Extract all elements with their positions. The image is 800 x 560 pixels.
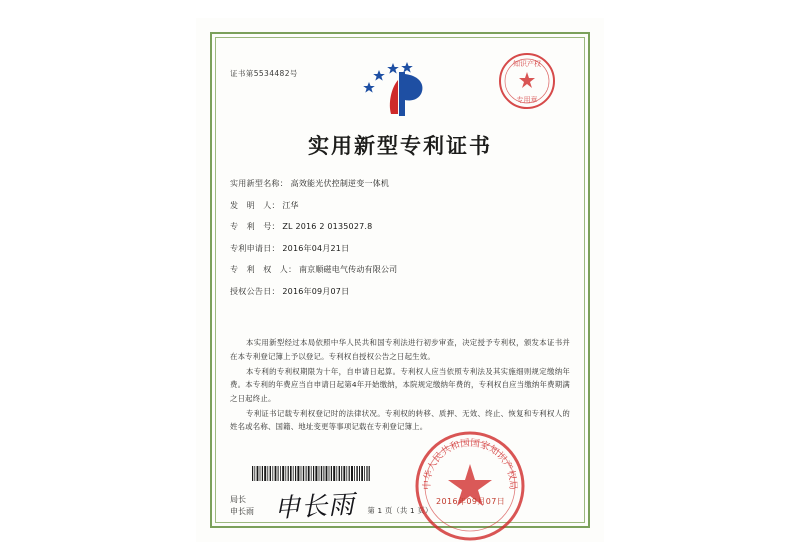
handwritten-signature: 申长雨 [273,489,356,525]
body-paragraph: 本实用新型经过本局依照中华人民共和国专利法进行初步审查，决定授予专利权，颁发本证书并在本专利登记簿上予以登记。专利权自授权公告之日起生效。 [230,338,570,361]
field-row [230,243,570,254]
page-footer: 第 1 页（共 1 页） [367,506,433,515]
field-label: 授权公告日： [230,286,280,296]
svg-text:专用章: 专用章 [516,96,538,104]
certificate-fields [230,178,570,307]
field-value: 2016年09月07日 [282,286,350,296]
field-value: ZL 2016 2 0135027.8 [282,222,373,231]
patent-certificate-document [196,18,604,542]
field-value: 2016年04月21日 [282,243,350,253]
certificate-body-text [230,336,570,435]
field-row [230,178,570,189]
seal-date-text: 2016年09月07日 [436,497,506,506]
signature-name-label: 申长雨 [230,506,254,516]
svg-text:中华人民共和国国家知识产权局: 中华人民共和国国家知识产权局 [421,437,519,490]
barcode-icon [252,466,370,481]
body-paragraph: 本专利的专利权期限为十年，自申请日起算。专利权人应当依照专利法及其实施细则规定缴纳年费。本专利的年费应当自申请日起第4年开始缴纳，本院规定缴纳年费的，专利权自应当缴纳年费期满之日起终止。 [230,366,570,403]
field-row [230,221,570,232]
field-row [230,200,570,211]
field-row [230,264,570,275]
official-seal-top-icon [498,52,556,110]
certificate-number: 证书第5534482号 [230,69,298,78]
field-label: 专 利 号： [230,222,280,231]
patent-emblem-icon [355,56,445,118]
signature-title-label: 局长 [230,495,246,504]
field-label: 实用新型名称： [230,179,289,188]
field-row [230,286,570,297]
field-label: 专利申请日： [230,243,280,253]
svg-text:知识产权: 知识产权 [513,60,541,68]
body-paragraph: 专利证书记载专利权登记时的法律状况。专利权的转移、质押、无效、终止、恢复和专利权人的姓名或名称、国籍、地址变更等事项记载在专利登记簿上。 [230,408,570,431]
field-label: 发 明 人： [230,200,280,210]
field-value: 江华 [282,200,299,210]
official-seal-main-icon [414,430,526,542]
field-value: 南京顺磁电气传动有限公司 [298,265,398,274]
field-label: 专 利 权 人： [230,265,297,274]
field-value: 高效能光伏控制逆变一体机 [290,179,390,188]
certificate-title: 实用新型专利证书 [308,134,492,158]
